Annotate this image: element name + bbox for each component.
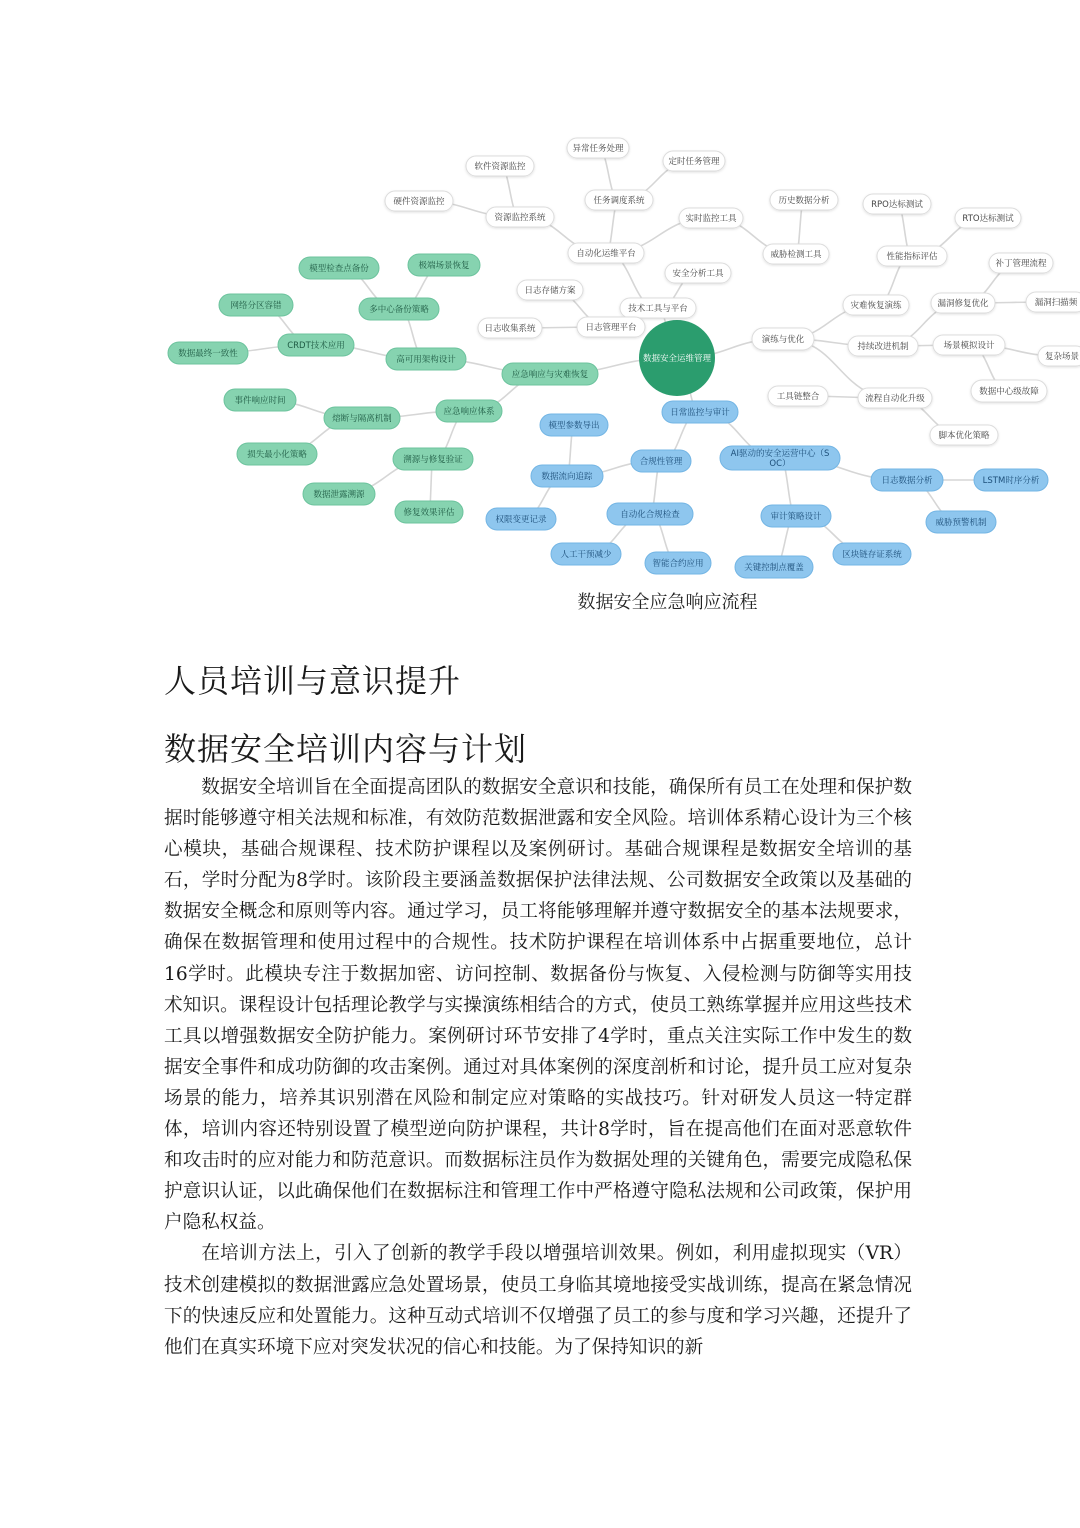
mind-map-node-label: 性能指标评估	[886, 252, 938, 262]
paragraph-2: 在培训方法上，引入了创新的教学手段以增强培训效果。例如，利用虚拟现实（VR）技术创建模拟的数据泄露应急处置场景，使员工身临其境地接受实战训练，提高在紧急情况下的快速反应和处置能力。这种互动式培训不仅增强了员工的参与度和学习兴趣，还提升了他们在真实环境下应对突发状况的信心和技能。为了保持知识的新	[164, 1243, 912, 1358]
mind-map-node	[1038, 346, 1080, 366]
mind-map-node	[645, 552, 711, 574]
mind-map-node	[408, 254, 480, 276]
mind-map-node-label: 数据最终一致性	[178, 349, 238, 359]
mind-map-node	[955, 208, 1021, 228]
mind-map-node-label: 熔断与隔离机制	[332, 414, 392, 424]
mind-map-node-label: 技术工具与平台	[628, 304, 688, 314]
mind-map-node	[735, 556, 813, 578]
mind-map-node-label: 数据中心级故障	[979, 387, 1039, 397]
mind-map-node	[551, 543, 621, 565]
mind-map-node	[848, 336, 918, 356]
mind-map-node	[763, 244, 829, 264]
mind-map-center-label: 数据安全运维管理	[642, 354, 712, 364]
mind-map-node	[436, 400, 502, 422]
mind-map-node	[761, 505, 831, 527]
mind-map-node-label: 脚本优化策略	[938, 431, 990, 441]
mind-map-node	[720, 446, 840, 470]
mind-map-node-label: 事件响应时间	[234, 396, 286, 406]
mind-map-node-label: 历史数据分析	[778, 196, 830, 206]
mind-map-node-label: 模型检查点备份	[309, 264, 369, 274]
mind-map-node	[393, 448, 473, 470]
mind-map-node-label: RPO达标测试	[871, 200, 923, 210]
mind-map-node	[752, 328, 814, 350]
mind-map-node-label: 工具链整合	[776, 392, 820, 402]
mind-map-node-label: AI驱动的安全运营中心（S	[730, 449, 830, 459]
figure-caption: 数据安全应急响应流程	[577, 592, 758, 613]
mind-map-node	[567, 138, 629, 158]
mind-map-node	[466, 156, 534, 176]
mind-map-node-label: 场景模拟设计	[943, 341, 995, 351]
mind-map-node	[665, 263, 731, 283]
mind-map-node	[395, 501, 463, 523]
mind-map-node	[224, 389, 296, 411]
mind-map-node	[359, 298, 439, 320]
mind-map-node-label: 关键控制点覆盖	[744, 563, 804, 573]
mind-map-node	[237, 443, 317, 465]
mind-map-node	[585, 190, 653, 210]
mind-map-node	[577, 317, 645, 337]
mind-map-node-label: 软件资源监控	[474, 162, 526, 172]
mind-map-node-label: 威胁预警机制	[935, 518, 987, 528]
mind-map-node	[843, 295, 909, 315]
mind-map-node-label: 日志收集系统	[484, 324, 536, 334]
mind-map-node-label: 应急响应体系	[443, 407, 495, 417]
mind-map-node-label: 定时任务管理	[668, 157, 720, 167]
mind-map-node	[768, 386, 828, 406]
mind-map-node	[989, 253, 1053, 273]
mind-map-node	[486, 508, 556, 530]
mind-map-node-label: 审计策略设计	[770, 512, 822, 522]
mind-map-node-label: 数据流向追踪	[541, 472, 593, 482]
mind-map-node-label: 权限变更记录	[495, 515, 547, 525]
mind-map-node-label: 硬件资源监控	[393, 197, 445, 207]
mind-map-node	[168, 342, 248, 364]
mind-map-node	[926, 511, 996, 533]
mind-map-node	[324, 407, 400, 429]
mind-map-node-label: 持续改进机制	[857, 342, 909, 352]
mind-map-node-label: 漏洞修复优化	[937, 299, 989, 309]
mind-map-node	[863, 194, 931, 214]
mind-map-node	[540, 414, 608, 436]
mind-map-node-label: OC）	[769, 459, 791, 469]
mind-map-node-label: 应急响应与灾难恢复	[511, 370, 589, 380]
mind-map-node-label: 复杂场景	[1044, 352, 1080, 362]
mind-map-node-label: 安全分析工具	[672, 269, 724, 279]
mind-map-node-label: 人工干预减少	[560, 550, 612, 560]
subsection-heading: 数据安全培训内容与计划	[164, 730, 528, 768]
mind-map-node	[930, 425, 998, 445]
mind-map-node-label: 日常监控与审计	[670, 408, 730, 418]
mind-map-node-label: 补丁管理流程	[995, 259, 1047, 269]
mind-map-node-label: 修复效果评估	[403, 508, 455, 518]
mind-map-node-label: 损失最小化策略	[247, 450, 307, 460]
mind-map-node-label: 资源监控系统	[494, 213, 546, 223]
mind-map-node-label: 模型参数导出	[548, 421, 600, 431]
mind-map-node	[931, 293, 995, 313]
mind-map-node	[974, 469, 1048, 491]
mind-map-node	[517, 280, 583, 300]
mind-map-node	[631, 450, 691, 472]
mind-map-node	[662, 401, 738, 423]
mind-map-node	[971, 380, 1047, 402]
mind-map-node	[386, 348, 466, 370]
mind-map-node-label: RTO达标测试	[962, 214, 1014, 224]
mind-map-node-label: 漏洞扫描频	[1034, 298, 1078, 308]
mind-map-node-label: 溯源与修复验证	[403, 455, 463, 465]
mind-map-node-label: 演练与优化	[761, 335, 805, 345]
mind-map-node-label: 流程自动化升级	[865, 394, 925, 404]
mind-map-node	[871, 469, 943, 491]
mind-map-node-label: 网络分区容错	[230, 301, 282, 311]
mind-map-node	[1026, 292, 1080, 312]
mind-map-node-label: 自动化合规检查	[620, 510, 680, 520]
paragraph-1: 数据安全培训旨在全面提高团队的数据安全意识和技能，确保所有员工在处理和保护数据时能够遵守相关法规和标准，有效防范数据泄露和安全风险。培训体系精心设计为三个核心模块，基础合规课程、技术防护课程以及案例研讨。基础合规课程是数据安全培训的基石，学时分配为8学时。该阶段主要涵盖数据保护法律法规、公司数据安全政策以及基础的数据安全概念和原则等内容。通过学习，员工将能够理解并遵守数据安全的基本法规要求，确保在数据管理和使用过程中的合规性。技术防护课程在培训体系中占据重要地位，总计16学时。此模块专注于数据加密、访问控制、数据备份与恢复、入侵检测与防御等实用技术知识。课程设计包括理论教学与实操演练相结合的方式，使员工熟练掌握并应用这些技术工具以增强数据安全防护能力。案例研讨环节安排了4学时，重点关注实际工作中发生的数据安全事件和成功防御的攻击案例。通过对具体案例的深度剖析和讨论，提升员工应对复杂场景的能力，培养其识别潜在风险和制定应对策略的实战技巧。针对研发人员这一特定群体，培训内容还特别设置了模型逆向防护课程，共计8学时，旨在提高他们在面对恶意软件和攻击时的应对能力和防范意识。而数据标注员作为数据处理的关键角色，需要完成隐私保护意识认证，以此确保他们在数据标注和管理工作中严格遵守隐私法规和公司政策，保护用户隐私权益。	[164, 777, 912, 1234]
mind-map-node	[299, 257, 379, 279]
mind-map-center-node	[639, 320, 715, 396]
mind-map-node-label: 任务调度系统	[593, 196, 645, 206]
mind-map-node-label: 数据泄露溯源	[313, 490, 365, 500]
mind-map-node-label: 日志数据分析	[881, 476, 933, 486]
mind-map-node	[877, 246, 947, 266]
mind-map-node	[770, 190, 838, 210]
mind-map-node-label: 高可用架构设计	[396, 355, 456, 365]
mind-map-node	[278, 334, 354, 356]
mind-map-node	[478, 318, 542, 338]
mind-map-diagram	[0, 120, 1080, 590]
mind-map-node	[663, 151, 725, 171]
mind-map-node-label: 区块链存证系统	[842, 550, 902, 560]
mind-map-node	[303, 483, 375, 505]
mind-map-node-label: LSTM时序分析	[982, 476, 1040, 486]
mind-map-node-label: 合规性管理	[639, 457, 683, 467]
mind-map-node-label: 日志管理平台	[585, 323, 637, 333]
mind-map-node	[679, 208, 743, 228]
mind-map-node	[607, 503, 693, 525]
mind-map-node-label: 智能合约应用	[652, 559, 704, 569]
section-heading: 人员培训与意识提升	[164, 662, 462, 700]
mind-map-node	[933, 335, 1005, 355]
mind-map-node-label: 自动化运维平台	[576, 249, 636, 259]
mind-map-node-label: 实时监控工具	[685, 214, 737, 224]
mind-map-node	[568, 243, 644, 263]
mind-map-node	[486, 207, 554, 227]
mind-map-node	[502, 363, 598, 385]
mind-map-node-label: 灾难恢复演练	[850, 301, 902, 311]
mind-map-canvas	[0, 120, 1080, 590]
body-text	[164, 772, 912, 1363]
mind-map-node-label: 威胁检测工具	[770, 250, 822, 260]
mind-map-node	[385, 191, 453, 211]
mind-map-node	[858, 388, 932, 408]
mind-map-node-label: 多中心备份策略	[369, 305, 429, 315]
mind-map-node	[620, 298, 696, 318]
mind-map-node-label: 异常任务处理	[572, 144, 624, 154]
mind-map-node	[833, 543, 911, 565]
mind-map-node	[219, 294, 293, 316]
mind-map-node	[531, 465, 603, 487]
mind-map-node-label: 日志存储方案	[524, 286, 576, 296]
mind-map-node-label: 极端场景恢复	[418, 261, 470, 271]
mind-map-node-label: CRDT技术应用	[287, 341, 345, 351]
